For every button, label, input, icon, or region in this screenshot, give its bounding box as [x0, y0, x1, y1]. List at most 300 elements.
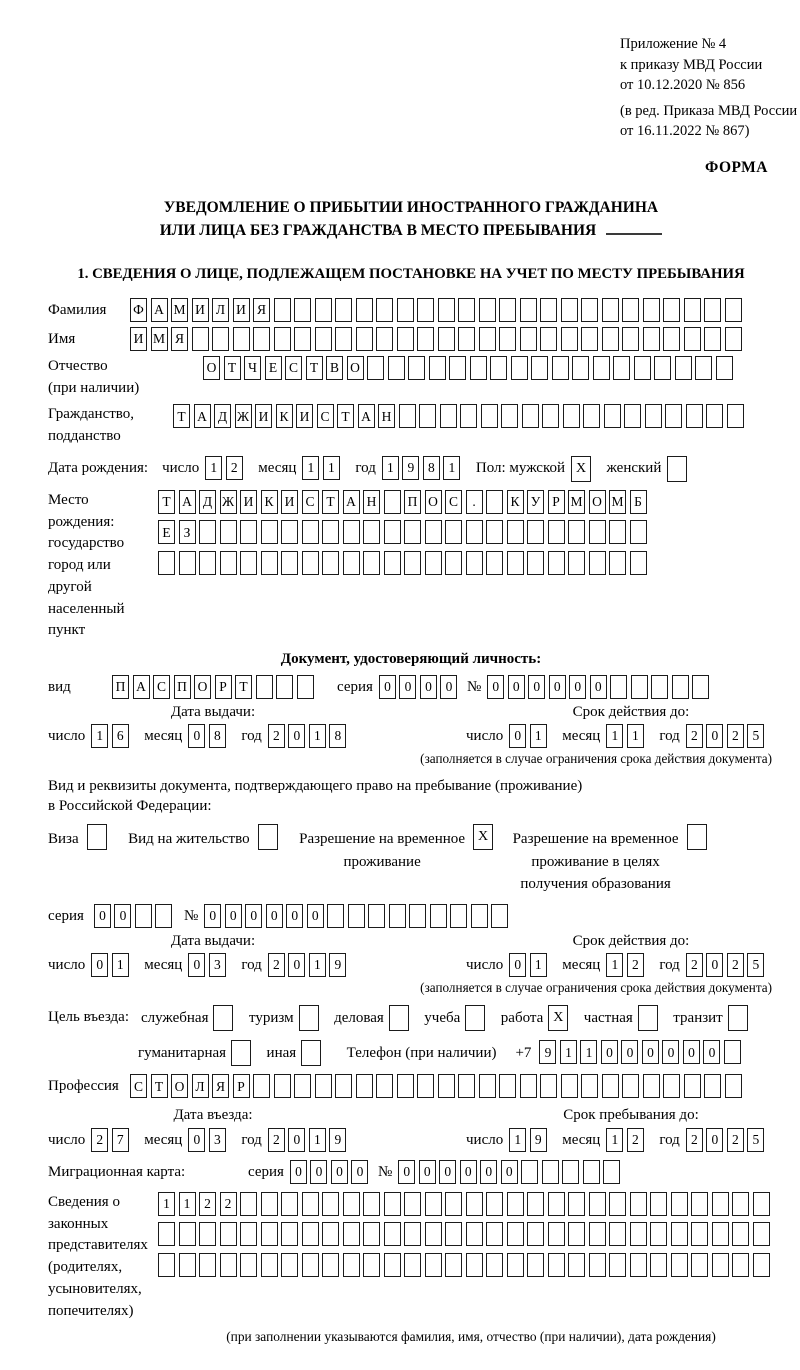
char-box[interactable]: 0 — [569, 675, 586, 699]
char-box[interactable] — [419, 404, 436, 428]
char-box[interactable]: 0 — [288, 1128, 305, 1152]
char-box[interactable] — [450, 904, 467, 928]
char-box[interactable]: С — [445, 490, 462, 514]
char-box[interactable] — [609, 551, 626, 575]
char-box[interactable]: В — [326, 356, 343, 380]
char-box[interactable] — [753, 1222, 770, 1246]
char-box[interactable] — [521, 1160, 538, 1184]
char-box[interactable]: Т — [151, 1074, 168, 1098]
char-box[interactable] — [363, 520, 380, 544]
char-box[interactable] — [302, 1222, 319, 1246]
char-box[interactable] — [466, 520, 483, 544]
char-box[interactable] — [281, 1222, 298, 1246]
char-box[interactable] — [486, 1253, 503, 1277]
char-box[interactable] — [425, 1222, 442, 1246]
char-box[interactable]: 0 — [188, 724, 205, 748]
char-box[interactable] — [651, 675, 668, 699]
char-box[interactable] — [466, 1192, 483, 1216]
char-box[interactable] — [486, 1222, 503, 1246]
char-box[interactable]: 0 — [307, 904, 324, 928]
char-box[interactable]: Я — [212, 1074, 229, 1098]
char-box[interactable]: 0 — [460, 1160, 477, 1184]
char-box[interactable] — [389, 1005, 409, 1031]
char-box[interactable] — [179, 551, 196, 575]
char-box[interactable] — [384, 490, 401, 514]
char-box[interactable]: Т — [337, 404, 354, 428]
char-box[interactable] — [335, 327, 352, 351]
char-box[interactable] — [589, 520, 606, 544]
char-box[interactable] — [561, 1074, 578, 1098]
char-box[interactable] — [663, 1074, 680, 1098]
char-box[interactable] — [404, 520, 421, 544]
char-box[interactable] — [684, 327, 701, 351]
char-box[interactable]: 0 — [331, 1160, 348, 1184]
char-box[interactable] — [404, 551, 421, 575]
char-box[interactable]: Р — [215, 675, 232, 699]
char-box[interactable] — [724, 1040, 741, 1064]
char-box[interactable] — [548, 520, 565, 544]
char-box[interactable]: К — [276, 404, 293, 428]
purpose-other-checkbox[interactable] — [301, 1040, 325, 1066]
char-box[interactable]: 0 — [642, 1040, 659, 1064]
char-box[interactable] — [199, 1222, 216, 1246]
char-box[interactable] — [384, 1192, 401, 1216]
char-box[interactable]: У — [527, 490, 544, 514]
char-box[interactable] — [135, 904, 152, 928]
char-box[interactable]: 0 — [706, 724, 723, 748]
char-box[interactable] — [322, 520, 339, 544]
char-box[interactable]: А — [133, 675, 150, 699]
char-box[interactable]: 0 — [188, 953, 205, 977]
char-box[interactable]: . — [466, 490, 483, 514]
char-box[interactable] — [466, 1253, 483, 1277]
char-box[interactable] — [368, 904, 385, 928]
char-box[interactable] — [609, 1253, 626, 1277]
sex-male-checkbox[interactable] — [571, 456, 595, 482]
purpose-private-checkbox[interactable] — [638, 1005, 662, 1031]
char-box[interactable] — [725, 298, 742, 322]
char-box[interactable] — [527, 551, 544, 575]
char-box[interactable]: О — [194, 675, 211, 699]
char-box[interactable] — [409, 904, 426, 928]
char-box[interactable] — [430, 904, 447, 928]
char-box[interactable]: О — [425, 490, 442, 514]
char-box[interactable]: Л — [192, 1074, 209, 1098]
char-box[interactable] — [568, 1253, 585, 1277]
char-box[interactable] — [261, 1222, 278, 1246]
char-box[interactable] — [684, 298, 701, 322]
char-box[interactable] — [425, 551, 442, 575]
char-box[interactable]: 1 — [606, 953, 623, 977]
char-box[interactable] — [213, 1005, 233, 1031]
char-box[interactable] — [643, 327, 660, 351]
char-box[interactable] — [568, 1192, 585, 1216]
char-box[interactable]: 2 — [220, 1192, 237, 1216]
char-box[interactable]: А — [343, 490, 360, 514]
char-box[interactable] — [486, 520, 503, 544]
char-box[interactable] — [240, 1192, 257, 1216]
char-box[interactable]: К — [507, 490, 524, 514]
char-box[interactable] — [630, 1222, 647, 1246]
char-box[interactable] — [445, 1222, 462, 1246]
char-box[interactable]: 1 — [158, 1192, 175, 1216]
char-box[interactable] — [281, 1192, 298, 1216]
char-box[interactable]: 0 — [487, 675, 504, 699]
char-box[interactable]: 1 — [309, 724, 326, 748]
char-box[interactable] — [507, 1253, 524, 1277]
char-box[interactable]: О — [203, 356, 220, 380]
char-box[interactable]: 3 — [209, 953, 226, 977]
char-box[interactable]: М — [609, 490, 626, 514]
char-box[interactable] — [725, 327, 742, 351]
char-box[interactable] — [425, 520, 442, 544]
char-box[interactable]: 2 — [268, 724, 285, 748]
char-box[interactable] — [753, 1192, 770, 1216]
char-box[interactable] — [540, 1074, 557, 1098]
char-box[interactable] — [687, 824, 707, 850]
char-box[interactable] — [261, 520, 278, 544]
char-box[interactable]: Т — [173, 404, 190, 428]
char-box[interactable] — [384, 551, 401, 575]
char-box[interactable] — [408, 356, 425, 380]
char-box[interactable] — [315, 1074, 332, 1098]
char-box[interactable]: Т — [235, 675, 252, 699]
char-box[interactable] — [583, 1160, 600, 1184]
char-box[interactable]: И — [296, 404, 313, 428]
char-box[interactable]: 1 — [580, 1040, 597, 1064]
char-box[interactable] — [376, 327, 393, 351]
char-box[interactable]: 1 — [302, 456, 319, 480]
char-box[interactable] — [499, 327, 516, 351]
char-box[interactable]: X — [548, 1005, 568, 1031]
char-box[interactable] — [356, 1074, 373, 1098]
char-box[interactable] — [220, 1253, 237, 1277]
char-box[interactable]: И — [281, 490, 298, 514]
phone-boxes[interactable] — [539, 1040, 744, 1064]
char-box[interactable] — [527, 1222, 544, 1246]
char-box[interactable]: 0 — [509, 724, 526, 748]
char-box[interactable]: Е — [158, 520, 175, 544]
char-box[interactable] — [276, 675, 293, 699]
char-box[interactable]: 0 — [590, 675, 607, 699]
char-box[interactable] — [732, 1253, 749, 1277]
char-box[interactable]: 1 — [606, 724, 623, 748]
char-box[interactable] — [686, 404, 703, 428]
char-box[interactable]: X — [571, 456, 591, 482]
char-box[interactable] — [728, 1005, 748, 1031]
char-box[interactable] — [87, 824, 107, 850]
char-box[interactable]: 2 — [199, 1192, 216, 1216]
char-box[interactable] — [542, 1160, 559, 1184]
char-box[interactable] — [281, 520, 298, 544]
char-box[interactable] — [294, 1074, 311, 1098]
char-box[interactable]: 0 — [683, 1040, 700, 1064]
char-box[interactable]: 5 — [747, 724, 764, 748]
char-box[interactable]: 1 — [91, 724, 108, 748]
char-box[interactable]: 2 — [686, 1128, 703, 1152]
char-box[interactable] — [622, 327, 639, 351]
char-box[interactable] — [348, 904, 365, 928]
char-box[interactable] — [397, 1074, 414, 1098]
char-box[interactable] — [691, 1192, 708, 1216]
char-box[interactable]: 1 — [560, 1040, 577, 1064]
char-box[interactable] — [603, 1160, 620, 1184]
char-box[interactable] — [486, 1192, 503, 1216]
char-box[interactable] — [363, 551, 380, 575]
visa-checkbox[interactable] — [87, 824, 111, 850]
char-box[interactable] — [376, 298, 393, 322]
char-box[interactable] — [388, 356, 405, 380]
char-box[interactable] — [609, 1222, 626, 1246]
char-box[interactable]: М — [568, 490, 585, 514]
char-box[interactable] — [302, 1253, 319, 1277]
char-box[interactable] — [540, 298, 557, 322]
char-box[interactable] — [199, 520, 216, 544]
char-box[interactable] — [499, 298, 516, 322]
char-box[interactable]: 7 — [112, 1128, 129, 1152]
char-box[interactable]: О — [347, 356, 364, 380]
char-box[interactable]: 1 — [509, 1128, 526, 1152]
char-box[interactable]: Ж — [235, 404, 252, 428]
purpose-official-checkbox[interactable] — [213, 1005, 237, 1031]
char-box[interactable]: 0 — [549, 675, 566, 699]
char-box[interactable]: 1 — [323, 456, 340, 480]
char-box[interactable] — [716, 356, 733, 380]
char-box[interactable]: 9 — [402, 456, 419, 480]
char-box[interactable] — [507, 1222, 524, 1246]
char-box[interactable] — [511, 356, 528, 380]
char-box[interactable] — [356, 327, 373, 351]
char-box[interactable]: 1 — [627, 724, 644, 748]
char-box[interactable] — [384, 520, 401, 544]
char-box[interactable] — [343, 1192, 360, 1216]
char-box[interactable] — [417, 1074, 434, 1098]
char-box[interactable] — [363, 1222, 380, 1246]
char-box[interactable] — [583, 404, 600, 428]
char-box[interactable]: 1 — [606, 1128, 623, 1152]
char-box[interactable]: 0 — [508, 675, 525, 699]
char-box[interactable]: Т — [322, 490, 339, 514]
char-box[interactable] — [458, 1074, 475, 1098]
char-box[interactable]: 9 — [329, 953, 346, 977]
char-box[interactable] — [650, 1222, 667, 1246]
char-box[interactable] — [240, 520, 257, 544]
char-box[interactable]: 0 — [290, 1160, 307, 1184]
char-box[interactable]: 0 — [399, 675, 416, 699]
char-box[interactable]: Я — [253, 298, 270, 322]
char-box[interactable] — [667, 456, 687, 482]
char-box[interactable]: 2 — [727, 1128, 744, 1152]
char-box[interactable]: 0 — [379, 675, 396, 699]
char-box[interactable]: 2 — [268, 1128, 285, 1152]
char-box[interactable] — [417, 327, 434, 351]
char-box[interactable] — [665, 404, 682, 428]
char-box[interactable]: 0 — [288, 953, 305, 977]
char-box[interactable] — [527, 520, 544, 544]
char-box[interactable] — [343, 551, 360, 575]
char-box[interactable] — [315, 327, 332, 351]
char-box[interactable]: 2 — [686, 724, 703, 748]
char-box[interactable]: 0 — [706, 953, 723, 977]
char-box[interactable]: 2 — [268, 953, 285, 977]
char-box[interactable] — [712, 1253, 729, 1277]
char-box[interactable] — [327, 904, 344, 928]
char-box[interactable] — [548, 1253, 565, 1277]
char-box[interactable] — [602, 298, 619, 322]
char-box[interactable] — [520, 298, 537, 322]
char-box[interactable] — [240, 1222, 257, 1246]
char-box[interactable] — [602, 1074, 619, 1098]
char-box[interactable]: П — [112, 675, 129, 699]
char-box[interactable] — [404, 1192, 421, 1216]
char-box[interactable] — [253, 327, 270, 351]
char-box[interactable] — [445, 1192, 462, 1216]
char-box[interactable] — [297, 675, 314, 699]
char-box[interactable] — [458, 298, 475, 322]
char-box[interactable]: 0 — [204, 904, 221, 928]
char-box[interactable] — [179, 1222, 196, 1246]
char-box[interactable] — [630, 551, 647, 575]
char-box[interactable]: 0 — [703, 1040, 720, 1064]
char-box[interactable]: 0 — [706, 1128, 723, 1152]
char-box[interactable] — [479, 1074, 496, 1098]
char-box[interactable] — [548, 1192, 565, 1216]
char-box[interactable]: Д — [214, 404, 231, 428]
char-box[interactable] — [192, 327, 209, 351]
char-box[interactable]: И — [192, 298, 209, 322]
char-box[interactable] — [671, 1222, 688, 1246]
char-box[interactable]: 0 — [480, 1160, 497, 1184]
char-box[interactable] — [281, 1253, 298, 1277]
char-box[interactable]: П — [404, 490, 421, 514]
char-box[interactable] — [507, 520, 524, 544]
char-box[interactable] — [220, 551, 237, 575]
char-box[interactable] — [315, 298, 332, 322]
purpose-tourism-checkbox[interactable] — [299, 1005, 323, 1031]
char-box[interactable] — [568, 551, 585, 575]
char-box[interactable] — [233, 327, 250, 351]
char-box[interactable]: 0 — [94, 904, 111, 928]
char-box[interactable] — [301, 1040, 321, 1066]
char-box[interactable]: 3 — [209, 1128, 226, 1152]
char-box[interactable] — [155, 904, 172, 928]
char-box[interactable]: 9 — [329, 1128, 346, 1152]
char-box[interactable]: И — [255, 404, 272, 428]
char-box[interactable]: 0 — [286, 904, 303, 928]
char-box[interactable] — [343, 1222, 360, 1246]
char-box[interactable] — [643, 298, 660, 322]
char-box[interactable] — [274, 1074, 291, 1098]
char-box[interactable]: 0 — [601, 1040, 618, 1064]
char-box[interactable]: 0 — [621, 1040, 638, 1064]
char-box[interactable] — [445, 1253, 462, 1277]
char-box[interactable]: И — [233, 298, 250, 322]
char-box[interactable] — [704, 298, 721, 322]
char-box[interactable] — [630, 1192, 647, 1216]
char-box[interactable] — [634, 356, 651, 380]
char-box[interactable] — [542, 404, 559, 428]
char-box[interactable]: И — [130, 327, 147, 351]
char-box[interactable]: 1 — [382, 456, 399, 480]
char-box[interactable] — [704, 327, 721, 351]
char-box[interactable] — [609, 520, 626, 544]
char-box[interactable] — [158, 1222, 175, 1246]
char-box[interactable]: 5 — [747, 1128, 764, 1152]
char-box[interactable]: 1 — [179, 1192, 196, 1216]
char-box[interactable]: Т — [224, 356, 241, 380]
char-box[interactable] — [438, 298, 455, 322]
char-box[interactable] — [302, 551, 319, 575]
char-box[interactable] — [589, 1192, 606, 1216]
char-box[interactable]: 0 — [225, 904, 242, 928]
char-box[interactable] — [425, 1192, 442, 1216]
char-box[interactable] — [212, 327, 229, 351]
char-box[interactable] — [727, 404, 744, 428]
char-box[interactable] — [438, 1074, 455, 1098]
char-box[interactable] — [522, 404, 539, 428]
char-box[interactable] — [335, 1074, 352, 1098]
char-box[interactable] — [552, 356, 569, 380]
char-box[interactable]: З — [179, 520, 196, 544]
char-box[interactable] — [322, 1253, 339, 1277]
char-box[interactable] — [367, 356, 384, 380]
char-box[interactable]: Н — [378, 404, 395, 428]
char-box[interactable] — [581, 327, 598, 351]
char-box[interactable]: И — [240, 490, 257, 514]
char-box[interactable] — [220, 1222, 237, 1246]
char-box[interactable] — [460, 404, 477, 428]
char-box[interactable] — [343, 1253, 360, 1277]
char-box[interactable] — [425, 1253, 442, 1277]
char-box[interactable]: 1 — [309, 1128, 326, 1152]
char-box[interactable] — [631, 675, 648, 699]
char-box[interactable] — [343, 520, 360, 544]
char-box[interactable] — [491, 904, 508, 928]
char-box[interactable] — [540, 327, 557, 351]
char-box[interactable]: Ж — [220, 490, 237, 514]
char-box[interactable] — [356, 298, 373, 322]
char-box[interactable]: 8 — [209, 724, 226, 748]
char-box[interactable] — [568, 1222, 585, 1246]
char-box[interactable]: С — [302, 490, 319, 514]
char-box[interactable]: М — [151, 327, 168, 351]
char-box[interactable] — [389, 904, 406, 928]
char-box[interactable] — [274, 298, 291, 322]
purpose-transit-checkbox[interactable] — [728, 1005, 752, 1031]
char-box[interactable]: 1 — [112, 953, 129, 977]
char-box[interactable]: А — [179, 490, 196, 514]
char-box[interactable] — [294, 327, 311, 351]
char-box[interactable] — [645, 404, 662, 428]
char-box[interactable] — [479, 327, 496, 351]
char-box[interactable] — [322, 1222, 339, 1246]
char-box[interactable] — [671, 1253, 688, 1277]
char-box[interactable] — [507, 551, 524, 575]
char-box[interactable] — [581, 298, 598, 322]
char-box[interactable] — [692, 675, 709, 699]
char-box[interactable]: 0 — [509, 953, 526, 977]
char-box[interactable]: 0 — [419, 1160, 436, 1184]
char-box[interactable] — [610, 675, 627, 699]
char-box[interactable]: 8 — [329, 724, 346, 748]
char-box[interactable] — [527, 1192, 544, 1216]
char-box[interactable] — [384, 1253, 401, 1277]
char-box[interactable]: 0 — [245, 904, 262, 928]
char-box[interactable] — [589, 1222, 606, 1246]
char-box[interactable]: Н — [363, 490, 380, 514]
temp-residence-checkbox[interactable] — [473, 824, 497, 850]
edu-residence-checkbox[interactable] — [687, 824, 711, 850]
